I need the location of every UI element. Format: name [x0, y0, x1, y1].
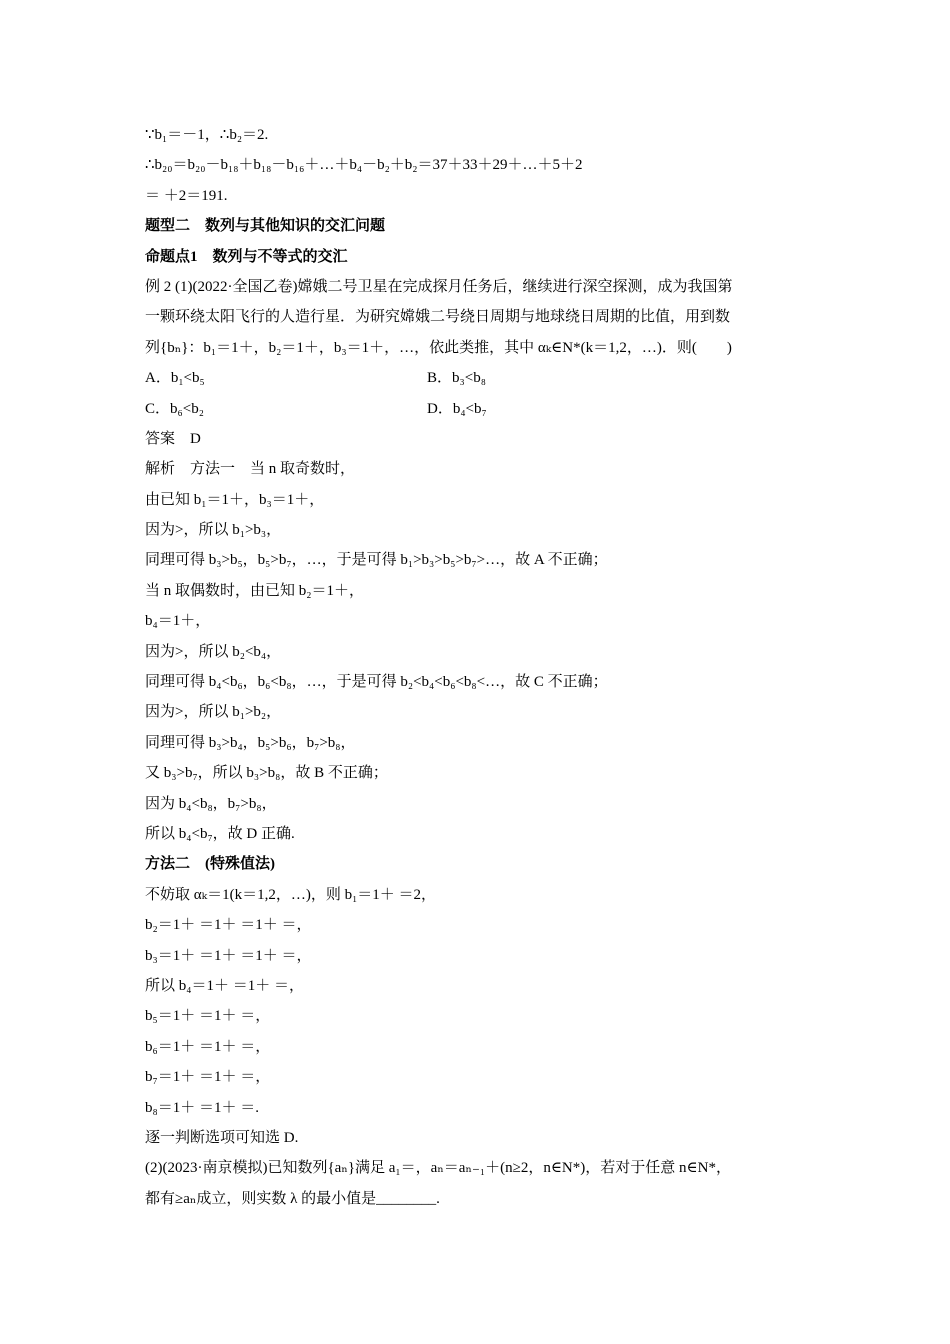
document-page [145, 120, 810, 1214]
solution-line: 又 b₃>b₇，所以 b₃>b₈，故 B 不正确； [145, 765, 388, 782]
solution-line: 所以 b₄<b₇，故 D 正确. [145, 825, 295, 842]
part2-line: 都有≥aₙ成立，则实数 λ 的最小值是________. [145, 1190, 440, 1207]
method2-line: 逐一判断选项可知选 D. [145, 1129, 299, 1146]
choice-b: B．b₃<b₈ [427, 370, 486, 387]
method2-line: b₃＝1＋ ＝1＋ ＝1＋ ＝， [145, 947, 312, 964]
solution-line: 同理可得 b₃>b₅，b₅>b₇，…，于是可得 b₁>b₃>b₅>b₇>…，故 A 不正确； [145, 552, 608, 569]
solution-line: 因为>，所以 b₂<b₄， [145, 643, 282, 660]
solution-line: b₄＝1＋， [145, 613, 211, 630]
method2-line: 不妨取 αₖ＝1(k＝1,2，…)，则 b₁＝1＋ ＝2， [145, 886, 437, 903]
solution-line: 因为>，所以 b₁>b₃， [145, 522, 282, 539]
method2-line: b₆＝1＋ ＝1＋ ＝， [145, 1038, 271, 1055]
choice-c: C．b₆<b₂ [145, 400, 204, 417]
method2-title: 方法二 (特殊值法) [145, 856, 275, 873]
solution-line: 因为>，所以 b₁>b₂， [145, 704, 282, 721]
solution-line: 解析 方法一 当 n 取奇数时， [145, 461, 356, 478]
example-line: 一颗环绕太阳飞行的人造行星．为研究嫦娥二号绕日周期与地球绕日周期的比值，用到数 [145, 309, 731, 326]
text-line: ∵b₁＝－1，∴b₂＝2. [145, 127, 269, 143]
solution-line: 由已知 b₁＝1＋，b₃＝1＋， [145, 491, 325, 508]
text-line: ∴b₂₀＝b₂₀－b₁₈＋b₁₈－b₁₆＋…＋b₄－b₂＋b₂＝37＋33＋29＋…＋5＋2 [145, 157, 583, 174]
solution-line: 同理可得 b₄<b₆，b₆<b₈，…，于是可得 b₂<b₄<b₆<b₈<…，故 C 不正确； [145, 674, 608, 691]
solution-line: 因为 b₄<b₈，b₇>b₈， [145, 795, 277, 812]
choice-a: A．b₁<b₅ [145, 370, 205, 387]
method2-line: b₅＝1＋ ＝1＋ ＝， [145, 1008, 271, 1025]
choice-d: D．b₄<b₇ [427, 400, 487, 417]
section-title: 题型二 数列与其他知识的交汇问题 [145, 218, 386, 235]
subsection-title: 命题点1 数列与不等式的交汇 [145, 248, 348, 265]
method2-line: b₇＝1＋ ＝1＋ ＝， [145, 1069, 271, 1086]
method2-line: b₈＝1＋ ＝1＋ ＝. [145, 1099, 259, 1116]
text-line: ＝ ＋2＝191. [145, 187, 228, 204]
method2-line: 所以 b₄＝1＋ ＝1＋ ＝， [145, 977, 304, 994]
part2-line: (2)(2023·南京模拟)已知数列{aₙ}满足 a₁＝，aₙ＝aₙ₋₁＋(n≥2，n∈N*)，若对于任意 n∈N*， [145, 1160, 731, 1177]
example-line: 列{bₙ}：b₁＝1＋，b₂＝1＋，b₃＝1＋，…，依此类推，其中 αₖ∈N*(k＝1,2，…)．则( ) [145, 339, 732, 356]
solution-line: 同理可得 b₃>b₄，b₅>b₆，b₇>b₈， [145, 734, 356, 751]
method2-line: b₂＝1＋ ＝1＋ ＝1＋ ＝， [145, 917, 312, 934]
example-line: 例 2 (1)(2022·全国乙卷)嫦娥二号卫星在完成探月任务后，继续进行深空探测，成为我国第 [145, 278, 733, 295]
choices-row [145, 363, 810, 393]
answer-line: 答案 D [145, 430, 201, 447]
choices-row [145, 394, 810, 424]
solution-line: 当 n 取偶数时，由已知 b₂＝1＋， [145, 582, 364, 599]
